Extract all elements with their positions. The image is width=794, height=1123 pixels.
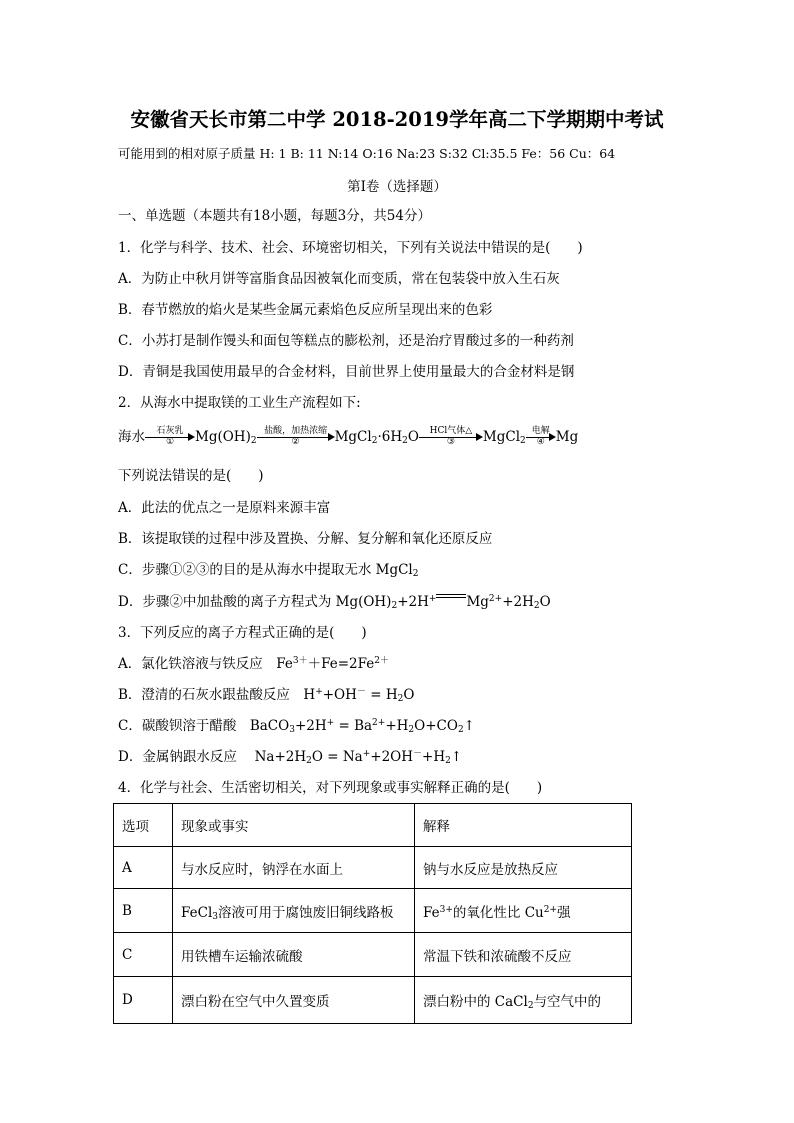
table-header-fact: 现象或事实 bbox=[173, 804, 415, 847]
q2-flow-diagram bbox=[118, 428, 578, 446]
q4-table bbox=[113, 803, 632, 1024]
q2-ask: 下列说法错误的是( ) bbox=[118, 468, 264, 484]
table-row bbox=[114, 933, 632, 977]
flow-arrow-1-number: ① bbox=[165, 437, 175, 447]
flow-arrow-4-number: ④ bbox=[536, 437, 545, 447]
flow-arrow-1-label: 石灰乳 bbox=[156, 426, 184, 436]
table-cell-option: C bbox=[114, 933, 173, 977]
atomic-masses: 可能用到的相对原子质量 H: 1 B: 11 N:14 O:16 Na:23 S:32 Cl:35.5 Fe：56 Cu：64 bbox=[118, 146, 616, 161]
q2-option-b: B．该提取镁的过程中涉及置换、分解、复分解和氧化还原反应 bbox=[118, 531, 493, 547]
table-cell-explanation: $Fe^{3+}$的氧化性比 $Cu^{2+}$强 bbox=[415, 889, 632, 933]
table-cell-explanation: 漂白粉中的 CaCl$_2$与空气中的 bbox=[415, 977, 632, 1024]
q1-option-a: A．为防止中秋月饼等富脂食品因被氧化而变质，常在包装袋中放入生石灰 bbox=[118, 271, 560, 287]
flow-arrow-2 bbox=[257, 428, 335, 446]
q3-option-d: D．金属钠跟水反应 $Na+2H_2O$ = $Na^++2OH^-+H_2↑$ bbox=[118, 749, 463, 766]
flow-mgcl2: MgCl$_2$ bbox=[482, 429, 526, 446]
flow-arrow-1 bbox=[145, 428, 195, 446]
equals-sign bbox=[436, 592, 466, 602]
table-row bbox=[114, 889, 632, 933]
flow-mgcl2-hydrate: $MgCl_2\cdot 6H_2O$ bbox=[334, 429, 419, 446]
table-cell-fact: 用铁槽车运输浓硫酸 bbox=[173, 933, 415, 977]
flow-arrow-2-label: 盐酸，加热浓缩 bbox=[264, 426, 328, 436]
flow-arrow-4-label: 电解 bbox=[531, 426, 550, 436]
exam-title: 安徽省天长市第二中学 2018-2019学年高二下学期期中考试 bbox=[130, 108, 664, 131]
q3-option-b: B．澄清的石灰水跟盐酸反应 $H^++OH^- = H_2O$ bbox=[118, 687, 415, 704]
section-title: 第Ⅰ卷（选择题） bbox=[347, 179, 447, 195]
flow-end: Mg bbox=[555, 429, 579, 445]
q4-stem: 4．化学与社会、生活密切相关，对下列现象或事实解释正确的是( ) bbox=[118, 780, 543, 796]
q3-stem: 3．下列反应的离子方程式正确的是( ) bbox=[118, 625, 367, 641]
q2-option-a: A．此法的优点之一是原料来源丰富 bbox=[118, 500, 331, 516]
flow-arrow-3-number: ③ bbox=[446, 437, 455, 447]
table-header-option: 选项 bbox=[114, 804, 173, 847]
table-cell-explanation: 常温下铁和浓硫酸不反应 bbox=[415, 933, 632, 977]
flow-arrow-3-label: HCl气体△ bbox=[429, 426, 473, 436]
q3-option-a: A．氯化铁溶液与铁反应 $Fe^{3+}+Fe=2Fe^{2+}$ bbox=[118, 656, 389, 672]
part-heading: 一、单选题（本题共有18小题，每题3分，共54分） bbox=[118, 208, 431, 224]
flow-mgoh2: $Mg(OH)_2$ bbox=[195, 429, 257, 446]
table-row bbox=[114, 977, 632, 1024]
flow-arrow-2-number: ② bbox=[291, 437, 300, 447]
table-header-row bbox=[114, 804, 632, 847]
flow-start: 海水 bbox=[118, 429, 145, 445]
table-header-explanation: 解释 bbox=[415, 804, 632, 847]
q2-option-c: C．步骤①②③的目的是从海水中提取无水 MgCl$_2$ bbox=[118, 562, 419, 579]
table-cell-fact: 漂白粉在空气中久置变质 bbox=[173, 977, 415, 1024]
table-cell-explanation: 钠与水反应是放热反应 bbox=[415, 847, 632, 889]
q1-option-c: C．小苏打是制作馒头和面包等糕点的膨松剂，还是治疗胃酸过多的一种药剂 bbox=[118, 333, 574, 349]
table-cell-fact: FeCl$_3$溶液可用于腐蚀废旧铜线路板 bbox=[173, 889, 415, 933]
table-cell-option: A bbox=[114, 847, 173, 889]
q1-option-b: B．春节燃放的焰火是某些金属元素焰色反应所呈现出来的色彩 bbox=[118, 302, 493, 318]
table-cell-option: B bbox=[114, 889, 173, 933]
table-cell-option: D bbox=[114, 977, 173, 1024]
q1-stem: 1．化学与科学、技术、社会、环境密切相关，下列有关说法中错误的是( ) bbox=[118, 240, 583, 256]
table-row bbox=[114, 847, 632, 889]
table-cell-fact: 与水反应时，钠浮在水面上 bbox=[173, 847, 415, 889]
q3-option-c: C．碳酸钡溶于醋酸 BaCO$_3$+2H+ = $Ba^{2+}+H_2O+CO_2↑$ bbox=[118, 718, 475, 735]
q2-option-d: D．步骤②中加盐酸的离子方程式为 $Mg(OH)_2+2H^+$ $Mg^{2+}+2H_2O$ bbox=[118, 594, 551, 611]
q2-stem: 2．从海水中提取镁的工业生产流程如下: bbox=[118, 395, 361, 411]
q1-option-d: D．青铜是我国使用最早的合金材料，目前世界上使用量最大的合金材料是钢 bbox=[118, 364, 575, 380]
flow-arrow-3 bbox=[419, 428, 483, 446]
flow-arrow-4 bbox=[526, 428, 556, 446]
